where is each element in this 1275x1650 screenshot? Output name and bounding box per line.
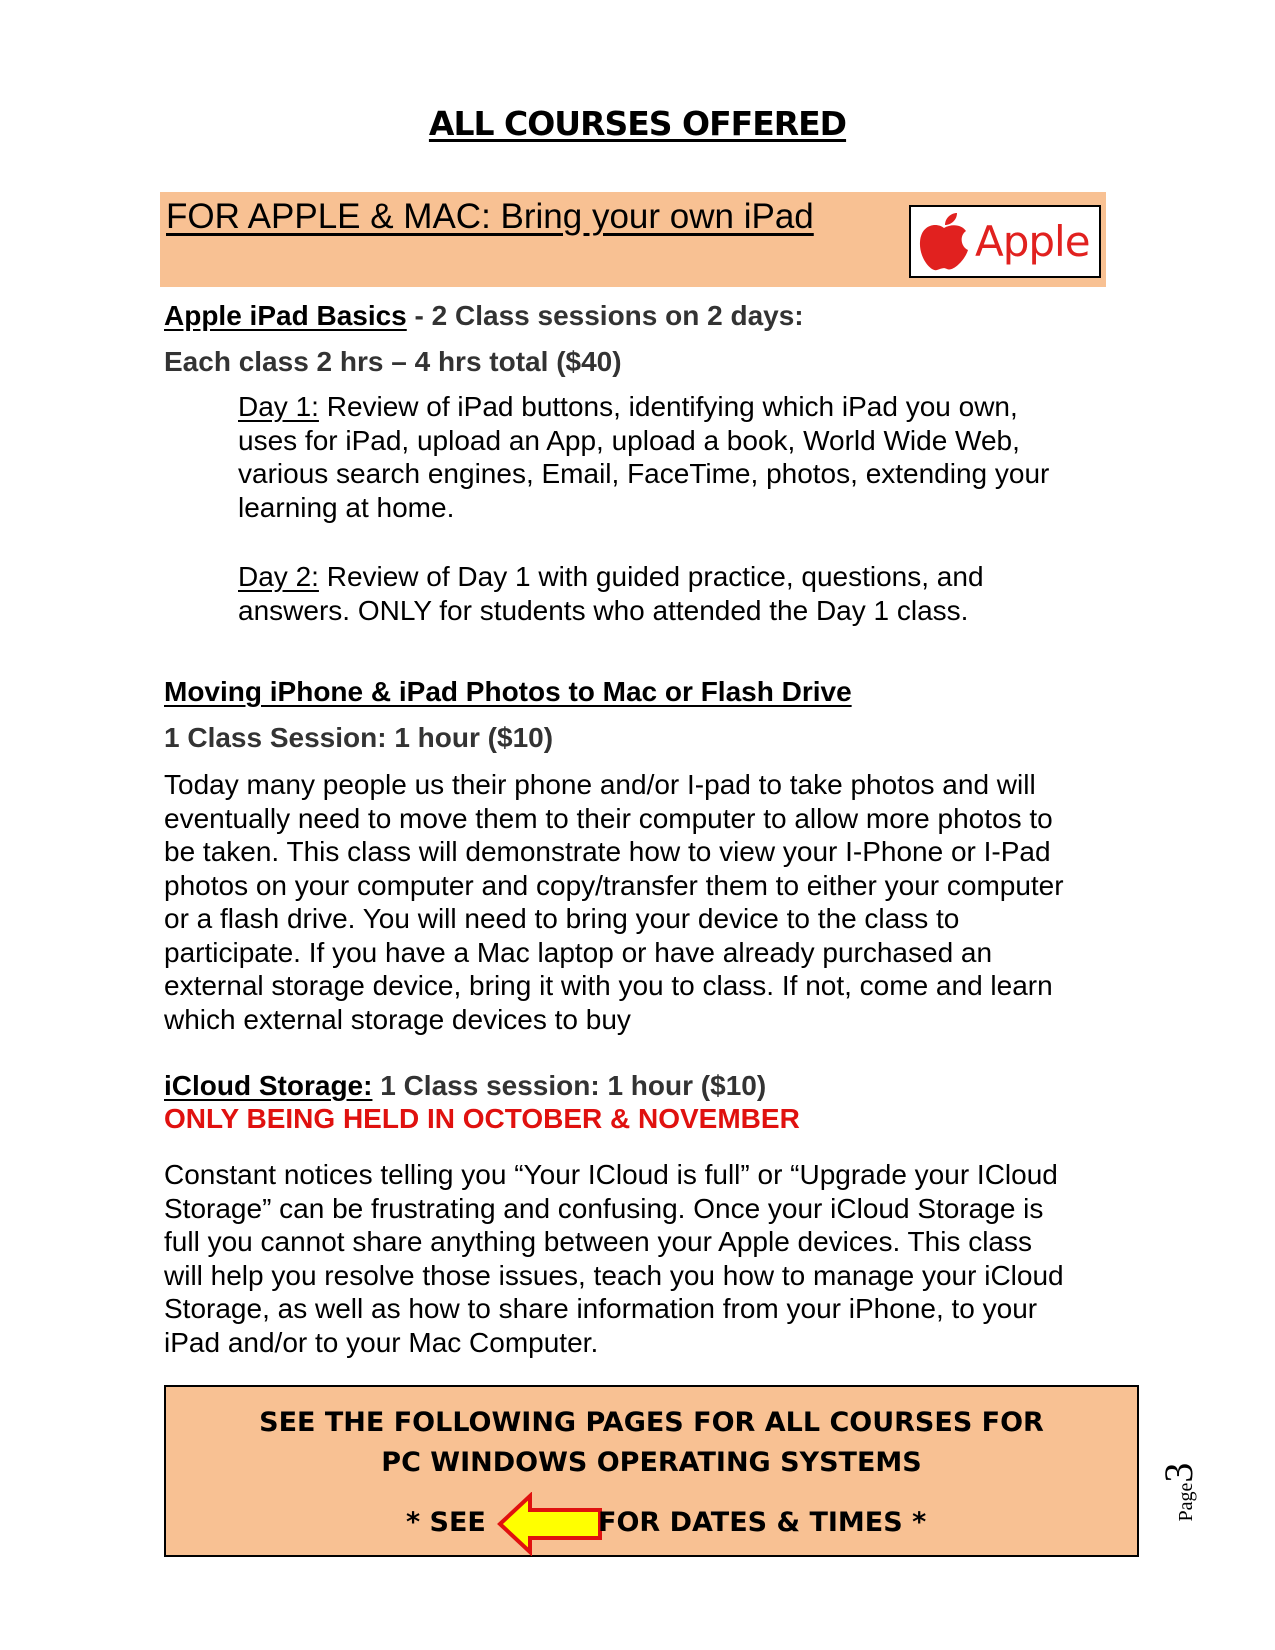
footer-line-2: PC WINDOWS OPERATING SYSTEMS — [381, 1447, 922, 1478]
ipad-basics-heading — [164, 300, 804, 332]
footer-notice-box — [164, 1385, 1139, 1557]
photos-line: or a flash drive. You will need to bring your device to the class to — [164, 903, 960, 934]
icloud-line: full you cannot share anything between your Apple devices. This class — [164, 1226, 1032, 1257]
photos-heading: Moving iPhone & iPad Photos to Mac or Flash Drive — [164, 676, 852, 707]
photos-session: 1 Class Session: 1 hour ($10) — [164, 722, 554, 753]
left-arrow-icon — [496, 1492, 604, 1556]
ipad-basics-title: Apple iPad Basics — [164, 300, 407, 331]
icloud-line: Storage, as well as how to share information from your iPhone, to your — [164, 1293, 1038, 1324]
day2-label: Day 2: — [238, 561, 319, 592]
photos-line: be taken. This class will demonstrate how to view your I-Phone or I-Pad — [164, 836, 1051, 867]
day1-label: Day 1: — [238, 391, 319, 422]
day1-line: various search engines, Email, FaceTime, photos, extending your — [238, 458, 1050, 489]
footer-line-1: SEE THE FOLLOWING PAGES FOR ALL COURSES FOR — [259, 1407, 1044, 1438]
page-number-value: 3 — [1156, 1462, 1201, 1483]
photos-line: participate. If you have a Mac laptop or have already purchased an — [164, 936, 993, 968]
page-title: ALL COURSES OFFERED — [428, 104, 847, 143]
page-number — [1155, 1462, 1235, 1522]
day1-line: learning at home. — [238, 491, 455, 523]
icloud-line: Storage” can be frustrating and confusing. Once your iCloud Storage is — [164, 1192, 1044, 1224]
apple-logo-icon — [917, 212, 971, 272]
logo-text: Apple — [975, 217, 1090, 266]
icloud-notice: ONLY BEING HELD IN OCTOBER & NOVEMBER — [164, 1103, 800, 1134]
ipad-basics-duration: Each class 2 hrs – 4 hrs total ($40) — [164, 346, 622, 377]
icloud-heading — [164, 1070, 766, 1102]
day2-description — [238, 560, 984, 627]
icloud-line: iPad and/or to your Mac Computer. — [164, 1326, 599, 1358]
icloud-title: iCloud Storage: — [164, 1070, 373, 1101]
icloud-description — [164, 1158, 1064, 1359]
photos-line: Today many people us their phone and/or I-pad to take photos and will — [164, 769, 1036, 800]
page-label: Page — [1175, 1482, 1197, 1522]
icloud-session: 1 Class session: 1 hour ($10) — [372, 1070, 767, 1101]
icloud-line: Constant notices telling you “Your ICloud is full” or “Upgrade your ICloud — [164, 1159, 1058, 1190]
photos-description — [164, 768, 1064, 1036]
day1-line: Review of iPad buttons, identifying which iPad you own, — [318, 391, 1018, 422]
photos-line: photos on your computer and copy/transfer them to either your computer — [164, 869, 1064, 901]
day1-line: uses for iPad, upload an App, upload a book, World Wide Web, — [238, 424, 1020, 456]
icloud-line: will help you resolve those issues, teach you how to manage your iCloud — [164, 1259, 1064, 1291]
apple-logo — [909, 205, 1101, 278]
day2-line: answers. ONLY for students who attended the Day 1 class. — [238, 594, 969, 626]
day2-line: Review of Day 1 with guided practice, questions, and — [318, 561, 984, 592]
footer-see-text: * SEE — [406, 1507, 486, 1538]
photos-line: eventually need to move them to their computer to allow more photos to — [164, 802, 1053, 834]
ipad-basics-schedule: - 2 Class sessions on 2 days: — [406, 300, 804, 331]
footer-dates-text: FOR DATES & TIMES * — [598, 1507, 927, 1538]
photos-line: which external storage devices to buy — [164, 1003, 631, 1035]
banner-heading: FOR APPLE & MAC: Bring your own iPad — [166, 197, 814, 236]
day1-description — [238, 390, 1049, 524]
photos-line: external storage device, bring it with you to class. If not, come and learn — [164, 970, 1053, 1001]
